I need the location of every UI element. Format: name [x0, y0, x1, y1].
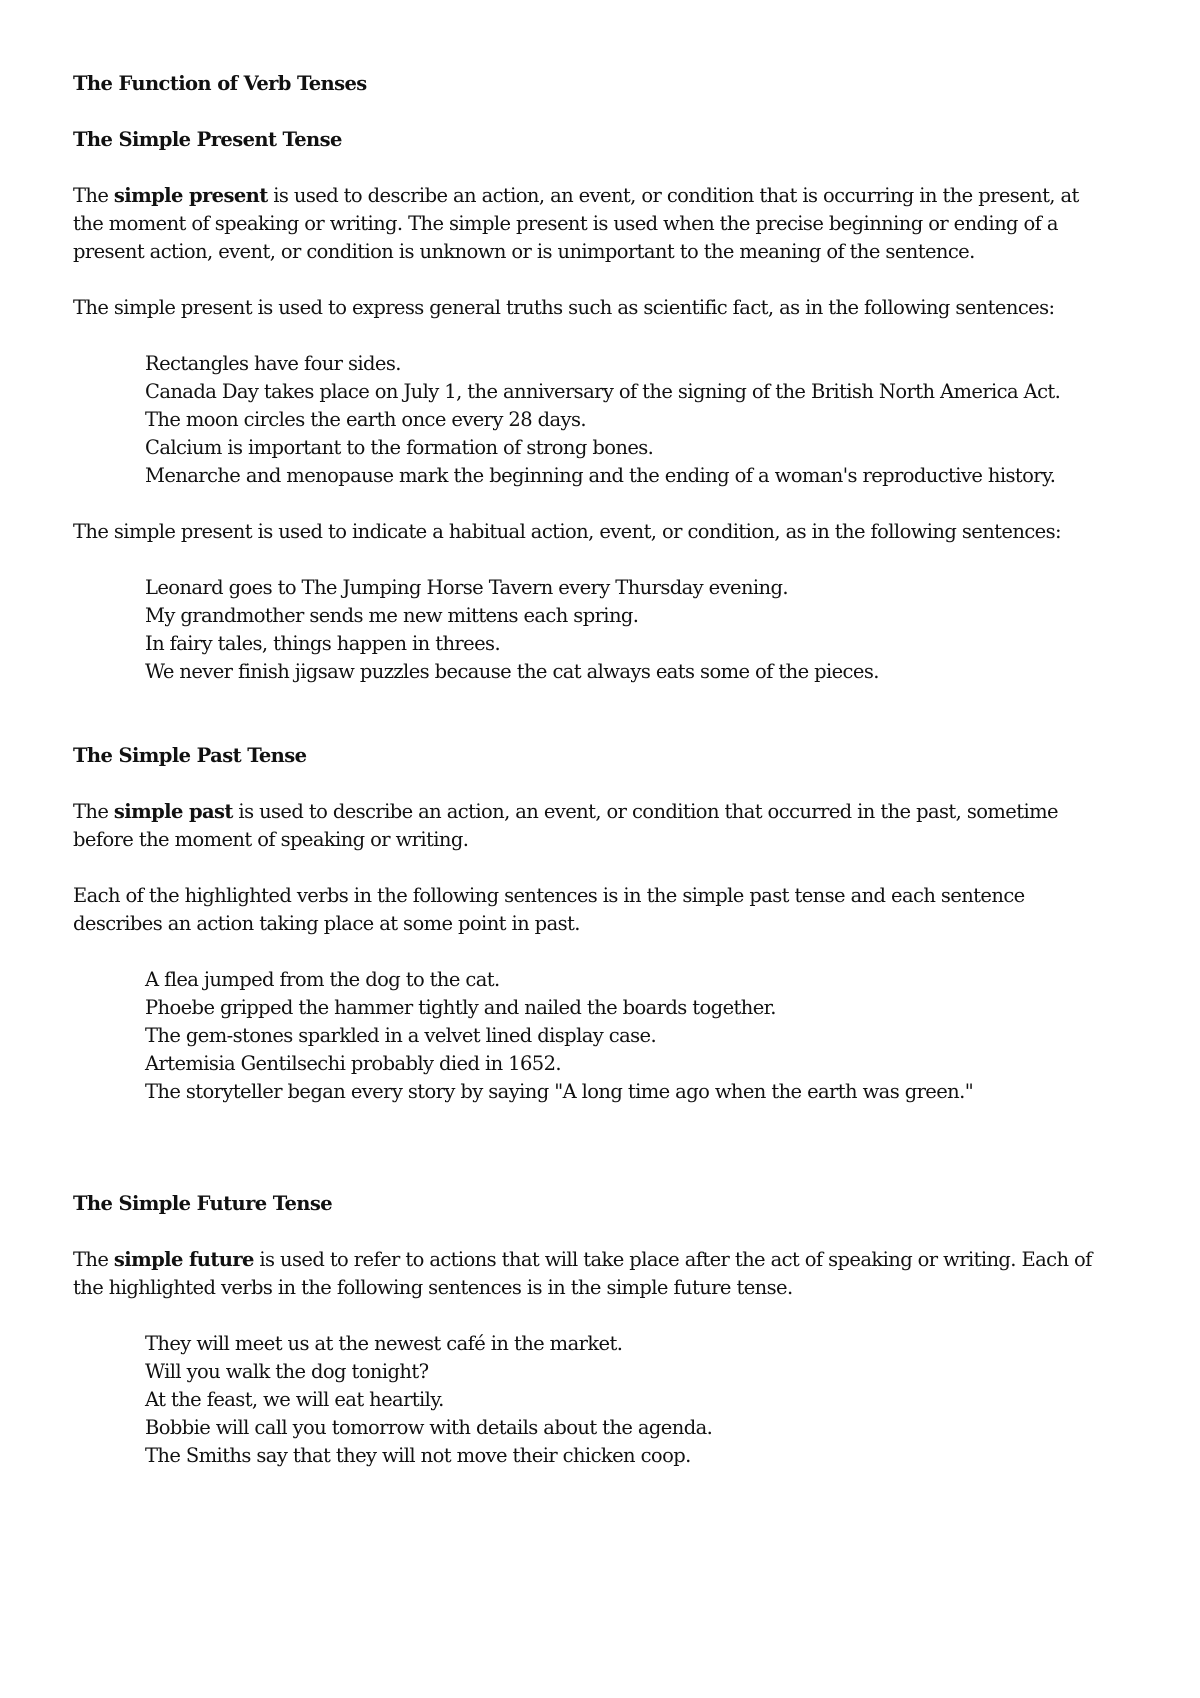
example-sentence: We never finish jigsaw puzzles because the cat always eats some of the pieces. [145, 660, 879, 683]
future-intro-paragraph [73, 1246, 1133, 1302]
example-sentence: My grandmother sends me new mittens each spring. [145, 604, 639, 627]
past-intro-paragraph [73, 798, 1133, 854]
paragraph-line [73, 1246, 1133, 1274]
example-sentence: Will you walk the dog tonight? [145, 1360, 429, 1383]
paragraph-line [73, 182, 1133, 210]
paragraph-line: the moment of speaking or writing. The simple present is used when the precise beginning or ending of a [73, 212, 1058, 235]
example-sentence: The gem-stones sparkled in a velvet lined display case. [145, 1024, 657, 1047]
habitual-examples-list [73, 574, 1133, 686]
example-sentence: Bobbie will call you tomorrow with details about the agenda. [145, 1416, 713, 1439]
example-sentence: At the feast, we will eat heartily. [145, 1388, 444, 1411]
text: is used to describe an action, an event, or condition that occurred in the past, sometime [232, 800, 1058, 823]
bold-term: simple present [113, 184, 268, 207]
text: is used to refer to actions that will take place after the act of speaking or writing. Each of [253, 1248, 1092, 1271]
example-sentence: Rectangles have four sides. [145, 352, 401, 375]
example-sentence: Artemisia Gentilsechi probably died in 1652. [145, 1052, 561, 1075]
example-sentence: The moon circles the earth once every 28 days. [145, 408, 586, 431]
section-heading-present: The Simple Present Tense [73, 128, 342, 151]
example-sentence: Canada Day takes place on July 1, the anniversary of the signing of the British North America Act. [145, 380, 1061, 403]
section-heading-past: The Simple Past Tense [73, 744, 307, 767]
habitual-paragraph: The simple present is used to indicate a habitual action, event, or condition, as in the following sentences: [73, 520, 1061, 543]
text: is used to describe an action, an event, or condition that is occurring in the present, at [267, 184, 1079, 207]
section-heading-future: The Simple Future Tense [73, 1192, 333, 1215]
text: The [73, 800, 114, 823]
example-sentence: Menarche and menopause mark the beginning and the ending of a woman's reproductive history. [145, 464, 1056, 487]
text: The [73, 1248, 114, 1271]
example-sentence: A flea jumped from the dog to the cat. [145, 968, 500, 991]
bold-term: simple future [113, 1248, 254, 1271]
example-sentence: They will meet us at the newest café in the market. [145, 1332, 623, 1355]
paragraph-line: describes an action taking place at some point in past. [73, 912, 580, 935]
document-title: The Function of Verb Tenses [73, 72, 367, 95]
example-sentence: Leonard goes to The Jumping Horse Tavern every Thursday evening. [145, 576, 788, 599]
present-intro-paragraph [73, 182, 1133, 266]
general-truths-paragraph: The simple present is used to express general truths such as scientific fact, as in the following sentences: [73, 296, 1055, 319]
truth-examples-list [73, 350, 1133, 490]
text: The [73, 184, 114, 207]
paragraph-line: before the moment of speaking or writing. [73, 828, 469, 851]
paragraph-line: present action, event, or condition is unknown or is unimportant to the meaning of the sentence. [73, 240, 975, 263]
example-sentence: In fairy tales, things happen in threes. [145, 632, 501, 655]
past-examples-list [73, 966, 1133, 1106]
bold-term: simple past [113, 800, 233, 823]
example-sentence: Phoebe gripped the hammer tightly and nailed the boards together. [145, 996, 776, 1019]
paragraph-line: Each of the highlighted verbs in the following sentences is in the simple past tense and each sentence [73, 884, 1025, 907]
paragraph-line [73, 798, 1133, 826]
example-sentence: The Smiths say that they will not move their chicken coop. [145, 1444, 691, 1467]
example-sentence: The storyteller began every story by saying "A long time ago when the earth was green." [145, 1080, 974, 1103]
document-page [73, 70, 1133, 1470]
paragraph-line: the highlighted verbs in the following sentences is in the simple future tense. [73, 1276, 793, 1299]
past-highlight-paragraph [73, 882, 1133, 938]
future-examples-list [73, 1330, 1133, 1470]
example-sentence: Calcium is important to the formation of strong bones. [145, 436, 654, 459]
